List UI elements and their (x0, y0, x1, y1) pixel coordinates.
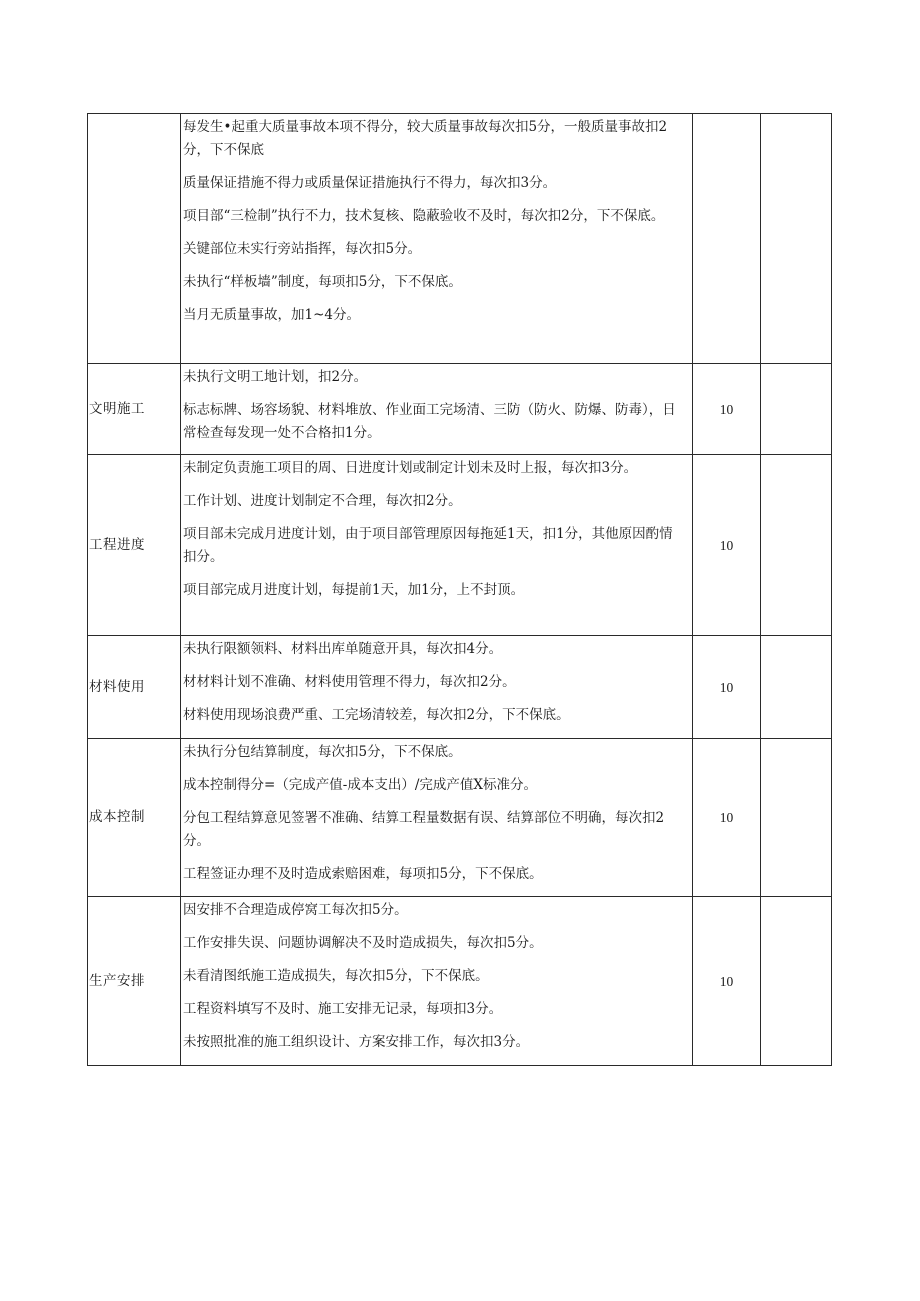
assessment-table (87, 113, 832, 1066)
criterion-text: 未看清图纸施工造成损失，每次扣5分，下不保底。 (183, 968, 489, 984)
criterion-text: 未执行限额领料、材料出库单随意开具，每次扣4分。 (183, 641, 503, 657)
score-cell: 10 (693, 364, 761, 455)
criterion-text: 项目部“三检制”执行不力，技术复核、隐蔽验收不及时，每次扣2分，下不保底。 (183, 208, 665, 224)
criterion-text: 材材料计划不准确、材料使用管理不得力，每次扣2分。 (183, 674, 516, 690)
result-cell (761, 897, 832, 1066)
criterion-text: 分包工程结算意见签署不准确、结算工程量数据有误、结算部位不明确，每次扣2分。 (183, 810, 665, 849)
criterion-text: 成本控制得分=（完成产值-成本支出）/完成产值X标准分。 (183, 777, 538, 793)
criterion-text: 每发生•起重大质量事故本项不得分，较大质量事故每次扣5分，一般质量事故扣2分，下不保底 (183, 119, 668, 158)
score-cell: 10 (693, 455, 761, 636)
table-row (88, 364, 832, 455)
category-cell (88, 114, 181, 364)
table-row (88, 455, 832, 636)
criteria-cell (181, 739, 693, 897)
criterion-text: 未制定负责施工项目的周、日进度计划或制定计划未及时上报，每次扣3分。 (183, 460, 638, 476)
criteria-cell (181, 114, 693, 364)
criterion-text: 项目部完成月进度计划，每提前1天，加1分，上不封顶。 (183, 582, 525, 598)
criterion-text: 质量保证措施不得力或质量保证措施执行不得力，每次扣3分。 (183, 175, 557, 191)
criteria-cell (181, 897, 693, 1066)
criterion-text: 工作计划、进度计划制定不合理，每次扣2分。 (183, 493, 462, 509)
criterion-text: 因安排不合理造成停窝工每次扣5分。 (183, 902, 408, 918)
criterion-text: 工作安排失误、问题协调解决不及时造成损失，每次扣5分。 (183, 935, 543, 951)
criterion-text: 项目部未完成月进度计划，由于项目部管理原因每拖延1天，扣1分，其他原因酌情扣分。 (183, 526, 673, 565)
criteria-cell (181, 455, 693, 636)
score-cell: 10 (693, 636, 761, 739)
result-cell (761, 455, 832, 636)
score-cell (693, 114, 761, 364)
result-cell (761, 114, 832, 364)
score-cell: 10 (693, 739, 761, 897)
criterion-text: 未执行文明工地计划，扣2分。 (183, 369, 368, 385)
criterion-text: 未执行分包结算制度，每次扣5分，下不保底。 (183, 744, 462, 760)
category-cell: 工程进度 (88, 455, 181, 636)
result-cell (761, 364, 832, 455)
category-cell: 成本控制 (88, 739, 181, 897)
criterion-text: 工程资料填写不及时、施工安排无记录，每项扣3分。 (183, 1001, 503, 1017)
category-cell: 材料使用 (88, 636, 181, 739)
table-row (88, 636, 832, 739)
criterion-text: 工程签证办理不及时造成索赔困难，每项扣5分，下不保底。 (183, 866, 543, 882)
result-cell (761, 636, 832, 739)
category-cell: 生产安排 (88, 897, 181, 1066)
criteria-cell (181, 636, 693, 739)
criterion-text: 关键部位未实行旁站指挥，每次扣5分。 (183, 241, 422, 257)
score-cell: 10 (693, 897, 761, 1066)
table-row (88, 739, 832, 897)
criterion-text: 当月无质量事故，加1~4分。 (183, 307, 360, 323)
criterion-text: 标志标牌、场容场貌、材料堆放、作业面工完场清、三防（防火、防爆、防毒），日常检查每发现一处不合格扣1分。 (183, 402, 676, 441)
result-cell (761, 739, 832, 897)
table-row (88, 114, 832, 364)
category-cell: 文明施工 (88, 364, 181, 455)
criterion-text: 未执行“样板墙”制度，每项扣5分，下不保底。 (183, 274, 462, 290)
criteria-cell (181, 364, 693, 455)
table-row (88, 897, 832, 1066)
criterion-text: 材料使用现场浪费严重、工完场清较差，每次扣2分，下不保底。 (183, 707, 570, 723)
criterion-text: 未按照批准的施工组织设计、方案安排工作，每次扣3分。 (183, 1034, 530, 1050)
